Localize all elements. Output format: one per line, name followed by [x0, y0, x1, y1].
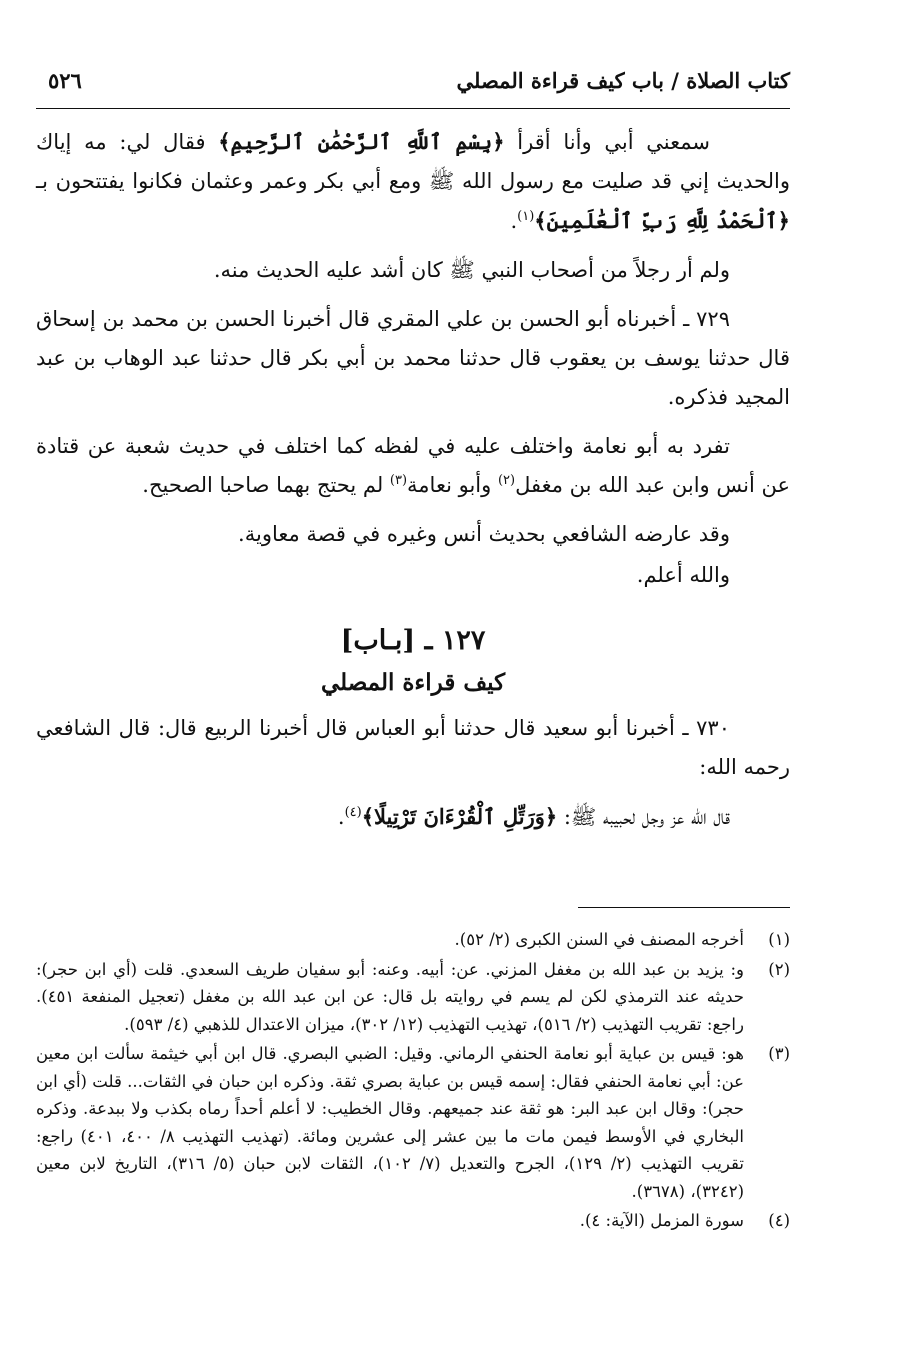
main-text [36, 122, 790, 847]
footnote-number: (٢) [768, 959, 790, 979]
paragraph-6: والله أعلم. [636, 563, 730, 587]
footnote-2 [36, 956, 790, 1039]
footnote-ref-3[interactable]: (٣) [389, 473, 408, 488]
text-segment: . [510, 209, 518, 233]
page-number: ٥٢٦ [48, 68, 82, 93]
running-header [36, 62, 790, 102]
footnote-number: (٣) [768, 1044, 790, 1063]
footnote-1 [36, 926, 790, 954]
quran-quote: ﴿بِسْمِ ٱللَّهِ ٱلرَّحْمَٰنِ ٱلرَّحِيمِ﴾ [218, 129, 505, 154]
footnote-ref-1[interactable]: (١) [517, 209, 535, 224]
footnote-4 [36, 1207, 790, 1235]
footnotes [36, 926, 790, 1237]
chapter-number: ١٢٧ ـ [بـاب] [340, 625, 486, 656]
footnote-number: (١) [768, 930, 790, 949]
footnote-text: سورة المزمل (الآية: ٤). [579, 1211, 744, 1230]
hadith-730: ٧٣٠ ـ أخبرنا أبو سعيد قال حدثنا أبو العباس قال أخبرنا الربيع قال: قال الشافعي رحمه الله: [36, 716, 790, 779]
paragraph-8 [36, 797, 790, 837]
quran-quote: ﴿وَرَتِّلِ ٱلْقُرْءَانَ تَرْتِيلًا﴾ [361, 804, 558, 829]
chapter-heading [36, 619, 790, 703]
footnote-3 [36, 1040, 790, 1205]
footnote-ref-4[interactable]: (٤) [344, 805, 362, 820]
footnote-text: و: يزيد بن عبد الله بن مغفل المزني. عن: أبيه. وعنه: أبو سفيان طريف السعدي. قلت (أي ابن حجر): حديثه عند الترمذي لكن لم يسم في روايته بل قال: عن ابن عبد الله بن مغفل (تعجيل المنفعة ٤٥١). راجع: تقريب التهذيب (٢/ ٥١٦)، تهذيب التهذيب (١٢/ ٣٠٢)، ميزان الاعتدال للذهبي (٤/ ٥٩٣). [36, 959, 744, 1034]
quran-quote: ﴿ٱلْحَمْدُ لِلَّهِ رَبِّ ٱلْعَٰلَمِينَ﴾ [534, 208, 790, 233]
header-rule [36, 108, 790, 109]
text-segment: قال الله عز وجل لحبيبه ﷺ: [557, 805, 730, 829]
text-segment: فقال لي: مه إياك والحديث إني قد صليت مع رسول الله ﷺ ومع أبي بكر وعمر وعثمان فكانوا يفتتحون بـ [36, 130, 790, 193]
text-segment: . [337, 805, 345, 829]
paragraph-5: وقد عارضه الشافعي بحديث أنس وغيره في قصة معاوية. [238, 522, 730, 546]
footnote-text: أخرجه المصنف في السنن الكبرى (٢/ ٥٢). [454, 930, 744, 949]
hadith-729: ٧٢٩ ـ أخبرناه أبو الحسن بن علي المقري قال أخبرنا الحسن بن محمد بن إسحاق قال حدثنا يوسف بن يعقوب قال حدثنا محمد بن أبي بكر قال حدثنا عبد الوهاب بن عبد المجيد فذكره. [36, 307, 790, 409]
text-segment: تفرد به أبو نعامة واختلف عليه في لفظه كما اختلف في حديث شعبة عن قتادة عن أنس وابن عبد الله بن مغفل [36, 434, 790, 497]
chapter-title: كيف قراءة المصلي [320, 669, 506, 696]
footnote-ref-2[interactable]: (٢) [497, 473, 516, 488]
paragraph-2: ولم أر رجلاً من أصحاب النبي ﷺ كان أشد عليه الحديث منه. [213, 258, 730, 282]
paragraph-1 [36, 122, 790, 241]
header-title: كتاب الصلاة / باب كيف قراءة المصلي [456, 68, 790, 93]
text-segment: سمعني أبي وأنا أقرأ [504, 130, 711, 154]
footnote-number: (٤) [768, 1211, 790, 1230]
paragraph-4 [36, 427, 790, 505]
footnote-text: هو: قيس بن عباية أبو نعامة الحنفي الرماني. وقيل: الضبي البصري. قال ابن أبي خيثمة سألت ابن معين عن: أبي نعامة الحنفي فقال: إسمه قيس بن عباية بصري ثقة. وذكره ابن حبان في الثقات... قلت (أي ابن حجر): وقال ابن عبد البر: هو ثقة عند جميعهم. وقال الخطيب: لا أعلم أحداً رماه بكذب ولا ببدعة. وذكره البخاري في الأوسط فيمن مات ما بين عشر إلى عشرين ومائة. (تهذيب التهذيب ٨/ ٤٠٠، ٤٠١) راجع: تقريب التهذيب (٢/ ١٢٩)، الجرح والتعديل (٧/ ١٠٢)، الثقات لابن حبان (٥/ ٣١٦)، التاريخ لابن معين (٣٢٤٢)، (٣٦٧٨). [36, 1044, 744, 1201]
footnote-rule [578, 907, 790, 908]
text-segment: وأبو نعامة [407, 473, 498, 497]
text-segment: لم يحتج بهما صاحبا الصحيح. [142, 473, 390, 497]
